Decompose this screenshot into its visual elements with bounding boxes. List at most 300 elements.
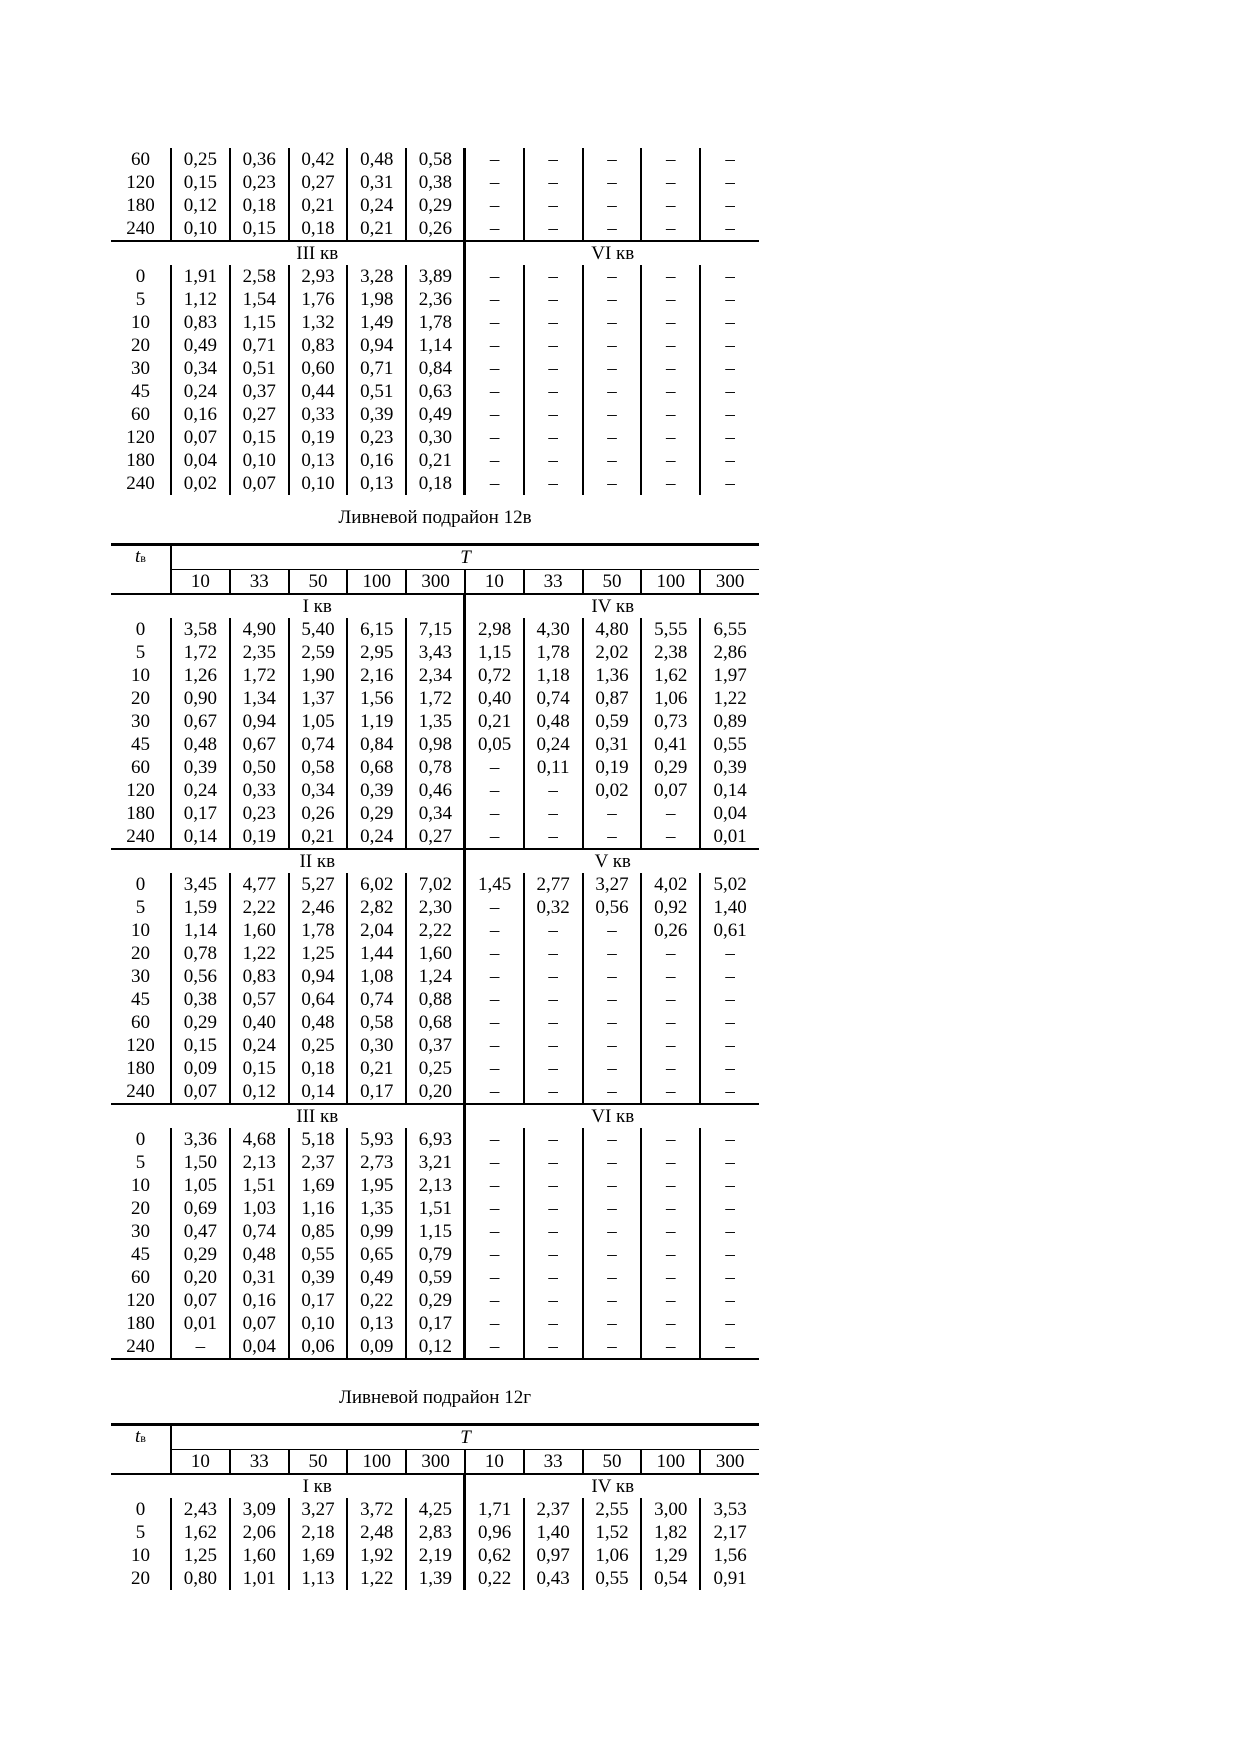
value-cell: 1,06 [641,687,700,710]
value-cell: – [641,1151,700,1174]
value-cell: 1,15 [230,311,289,334]
value-cell: 0,80 [171,1567,230,1590]
value-cell: 1,15 [465,641,524,664]
value-cell: – [465,896,524,919]
value-cell: – [524,1289,583,1312]
value-cell: 0,56 [583,896,642,919]
row-tv-cell: 0 [135,1498,146,1520]
value-cell: – [641,825,700,849]
table-row [111,825,759,849]
value-cell: 3,27 [583,873,642,896]
value-cell: 0,71 [230,334,289,357]
value-cell: 1,60 [230,919,289,942]
value-cell: 0,24 [524,733,583,756]
value-cell: – [465,1335,524,1359]
value-cell: 1,08 [347,965,406,988]
value-cell: 0,74 [524,687,583,710]
value-cell: 7,15 [406,618,465,641]
value-cell: 0,17 [406,1312,465,1335]
period-header-cell: 50 [289,1450,348,1475]
value-cell: 0,23 [230,802,289,825]
value-cell: – [465,148,524,171]
value-cell: 0,29 [641,756,700,779]
value-cell: 0,46 [406,779,465,802]
value-cell: – [465,1197,524,1220]
value-cell: 0,15 [171,1034,230,1057]
value-cell: 2,02 [583,641,642,664]
table-row [111,779,759,802]
period-header-cell: 33 [524,570,583,595]
value-cell: 0,04 [700,802,759,825]
value-cell: – [524,1080,583,1104]
value-cell: 0,29 [406,1289,465,1312]
value-cell: 5,02 [700,873,759,896]
value-cell: 4,90 [230,618,289,641]
value-cell: – [641,1220,700,1243]
table-row [111,1289,759,1312]
value-cell: – [465,1266,524,1289]
value-cell: 0,11 [524,756,583,779]
value-cell: 2,36 [406,288,465,311]
value-cell: 0,01 [171,1312,230,1335]
value-cell: 1,78 [289,919,348,942]
value-cell: 2,86 [700,641,759,664]
row-tv-cell: 10 [131,664,150,686]
table-fragment-top [111,148,759,495]
value-cell: 2,37 [289,1151,348,1174]
value-cell: 0,90 [171,687,230,710]
value-cell: – [524,1335,583,1359]
value-cell: 1,62 [641,664,700,687]
value-cell: – [641,1266,700,1289]
value-cell: 3,72 [347,1498,406,1521]
value-cell: 2,82 [347,896,406,919]
value-cell: 0,34 [171,357,230,380]
value-cell: 0,07 [171,1289,230,1312]
value-cell: 0,18 [289,1057,348,1080]
value-cell: 0,37 [230,380,289,403]
value-cell: 0,07 [641,779,700,802]
value-cell: 4,30 [524,618,583,641]
row-tv-cell: 5 [135,641,146,663]
value-cell: 0,39 [289,1266,348,1289]
row-tv-cell: 180 [126,1057,155,1079]
value-cell: 1,12 [171,288,230,311]
value-cell: – [700,1011,759,1034]
value-cell: – [700,357,759,380]
value-cell: 0,39 [700,756,759,779]
value-cell: 2,35 [230,641,289,664]
value-cell: – [524,942,583,965]
value-cell: 0,07 [230,1312,289,1335]
header-row-periods [111,1450,759,1475]
value-cell: – [465,217,524,241]
value-cell: 1,98 [347,288,406,311]
value-cell: 1,59 [171,896,230,919]
value-cell: – [465,171,524,194]
period-header-cell: 100 [347,1450,406,1475]
table-row [111,664,759,687]
value-cell: 0,26 [641,919,700,942]
value-cell: 0,73 [641,710,700,733]
table-row [111,1312,759,1335]
value-cell: 1,22 [230,942,289,965]
value-cell: 0,58 [289,756,348,779]
value-cell: 0,19 [583,756,642,779]
value-cell: 0,20 [406,1080,465,1104]
value-cell: 0,88 [406,988,465,1011]
value-cell: 1,69 [289,1174,348,1197]
quarter-label-left: I кв [171,594,465,618]
value-cell: 0,13 [347,1312,406,1335]
row-tv-cell: 120 [126,1289,155,1311]
row-tv-cell: 60 [131,148,150,170]
value-cell: 2,58 [230,265,289,288]
value-cell: – [583,171,642,194]
table-row [111,873,759,896]
value-cell: 0,27 [406,825,465,849]
value-cell: – [583,148,642,171]
value-cell: – [465,288,524,311]
quarter-header-blank [111,594,171,618]
value-cell: – [700,217,759,241]
value-cell: 0,16 [347,449,406,472]
value-cell: 1,22 [700,687,759,710]
value-cell: 3,53 [700,1498,759,1521]
period-header-cell: 50 [289,570,348,595]
value-cell: – [641,1312,700,1335]
row-tv-cell: 20 [131,1197,150,1219]
value-cell: 2,19 [406,1544,465,1567]
value-cell: – [524,194,583,217]
value-cell: 1,19 [347,710,406,733]
value-cell: 3,09 [230,1498,289,1521]
value-cell: – [583,1220,642,1243]
value-cell: – [524,919,583,942]
value-cell: 1,60 [230,1544,289,1567]
value-cell: – [700,1128,759,1151]
quarter-header-row [111,241,759,265]
tv-subscript: в [140,551,146,565]
value-cell: 1,45 [465,873,524,896]
row-tv-cell: 120 [126,1034,155,1056]
value-cell: 1,24 [406,965,465,988]
table-row [111,802,759,825]
tv-symbol: t [135,1426,141,1447]
value-cell: 0,68 [406,1011,465,1034]
value-cell: 2,48 [347,1521,406,1544]
value-cell: – [700,426,759,449]
value-cell: – [700,171,759,194]
quarter-label-right: VI кв [465,1104,759,1128]
value-cell: 1,05 [289,710,348,733]
value-cell: 0,67 [230,733,289,756]
period-header-cell: 33 [230,570,289,595]
value-cell: 2,22 [406,919,465,942]
row-tv-cell: 240 [111,825,171,849]
table-row [111,756,759,779]
row-tv-cell: 20 [131,942,150,964]
value-cell: 0,34 [289,779,348,802]
period-header-cell: 10 [171,1450,230,1475]
row-tv-cell: 0 [135,618,146,640]
value-cell: – [465,1057,524,1080]
quarter-label-right: IV кв [465,1474,759,1498]
value-cell: 0,67 [171,710,230,733]
value-cell: – [524,311,583,334]
value-cell: – [583,942,642,965]
value-cell: 0,89 [700,710,759,733]
value-cell: 2,59 [289,641,348,664]
header-row-t [111,1425,759,1450]
value-cell: 0,19 [230,825,289,849]
row-tv-cell: 0 [135,873,146,895]
value-cell: 0,24 [347,825,406,849]
value-cell: – [700,988,759,1011]
value-cell: 0,33 [289,403,348,426]
value-cell: – [641,357,700,380]
value-cell: 6,15 [347,618,406,641]
value-cell: – [524,1011,583,1034]
value-cell: 0,31 [230,1266,289,1289]
value-cell: – [583,217,642,241]
value-cell: – [700,1151,759,1174]
value-cell: – [700,1289,759,1312]
value-cell: 1,14 [406,334,465,357]
value-cell: 0,58 [406,148,465,171]
value-cell: – [524,988,583,1011]
value-cell: 0,21 [347,1057,406,1080]
value-cell: 1,05 [171,1174,230,1197]
value-cell: 1,71 [465,1498,524,1521]
value-cell: – [700,1220,759,1243]
period-header-cell: 50 [583,570,642,595]
value-cell: – [583,1266,642,1289]
value-cell: 3,21 [406,1151,465,1174]
value-cell: 0,84 [347,733,406,756]
value-cell: 0,29 [171,1011,230,1034]
value-cell: 0,04 [171,449,230,472]
quarter-header-blank [111,849,171,873]
value-cell: 2,46 [289,896,348,919]
value-cell: – [465,194,524,217]
value-cell: 0,24 [230,1034,289,1057]
period-header-cell: 10 [171,570,230,595]
value-cell: 0,12 [406,1335,465,1359]
value-cell: 2,95 [347,641,406,664]
table-row [111,733,759,756]
row-tv-cell: 45 [131,1243,150,1265]
value-cell: – [641,1011,700,1034]
value-cell: – [583,194,642,217]
value-cell: 0,40 [465,687,524,710]
row-tv-cell: 240 [111,1335,171,1359]
value-cell: 0,13 [289,449,348,472]
value-cell: 2,06 [230,1521,289,1544]
row-tv-cell: 20 [131,687,150,709]
value-cell: – [524,1057,583,1080]
value-cell: – [524,1151,583,1174]
table-row [111,449,759,472]
value-cell: 5,27 [289,873,348,896]
value-cell: 0,15 [230,426,289,449]
value-cell: – [465,1128,524,1151]
value-cell: 0,05 [465,733,524,756]
value-cell: – [641,965,700,988]
value-cell: 0,38 [171,988,230,1011]
value-cell: – [524,403,583,426]
table-row [111,171,759,194]
value-cell: 3,28 [347,265,406,288]
table-row [111,380,759,403]
row-tv-cell: 180 [126,1312,155,1334]
value-cell: 2,93 [289,265,348,288]
value-cell: 0,96 [465,1521,524,1544]
value-cell: 0,07 [171,426,230,449]
value-cell: – [524,148,583,171]
value-cell: – [583,357,642,380]
header-row-t [111,545,759,570]
value-cell: 0,21 [289,194,348,217]
value-cell: 0,61 [700,919,759,942]
value-cell: – [583,265,642,288]
table-row [111,1128,759,1151]
row-tv-cell: 240 [111,1080,171,1104]
value-cell: 0,94 [347,334,406,357]
value-cell: 0,10 [289,472,348,495]
value-cell: 1,56 [347,687,406,710]
value-cell: – [524,288,583,311]
value-cell: 2,18 [289,1521,348,1544]
value-cell: 0,10 [289,1312,348,1335]
table-row [111,896,759,919]
row-tv-cell: 60 [131,756,150,778]
value-cell: – [641,148,700,171]
value-cell: 0,39 [171,756,230,779]
quarter-header-row [111,849,759,873]
value-cell: – [465,1243,524,1266]
value-cell: 0,59 [406,1266,465,1289]
value-cell: 5,40 [289,618,348,641]
value-cell: 4,77 [230,873,289,896]
table-row [111,1567,759,1590]
table-row [111,1197,759,1220]
value-cell: 0,69 [171,1197,230,1220]
value-cell: – [583,1335,642,1359]
value-cell: 1,35 [406,710,465,733]
value-cell: – [700,403,759,426]
value-cell: 0,48 [289,1011,348,1034]
value-cell: – [641,1057,700,1080]
value-cell: 0,27 [289,171,348,194]
row-tv-cell: 20 [131,1567,150,1589]
row-tv-cell: 240 [126,472,155,494]
value-cell: 1,40 [700,896,759,919]
value-cell: – [465,802,524,825]
value-cell: 1,16 [289,1197,348,1220]
row-tv-cell: 0 [135,265,146,287]
value-cell: – [641,449,700,472]
value-cell: 1,54 [230,288,289,311]
value-cell: 0,99 [347,1220,406,1243]
value-cell: 3,43 [406,641,465,664]
value-cell: 6,93 [406,1128,465,1151]
value-cell: 5,55 [641,618,700,641]
row-tv-cell: 60 [131,403,150,425]
value-cell: 2,38 [641,641,700,664]
value-cell: – [583,472,642,495]
value-cell: 0,83 [289,334,348,357]
value-cell: 0,41 [641,733,700,756]
value-cell: 3,27 [289,1498,348,1521]
value-cell: 0,74 [230,1220,289,1243]
value-cell: – [465,988,524,1011]
value-cell: 1,15 [406,1220,465,1243]
row-tv-cell: 45 [131,988,150,1010]
value-cell: 2,37 [524,1498,583,1521]
quarter-header-row [111,594,759,618]
value-cell: 0,58 [347,1011,406,1034]
value-cell: – [700,1034,759,1057]
value-cell: 0,47 [171,1220,230,1243]
value-cell: – [524,1197,583,1220]
value-cell: 2,83 [406,1521,465,1544]
table-row [111,1080,759,1104]
value-cell: – [524,825,583,849]
value-cell: 0,10 [171,217,230,241]
value-cell: – [700,1266,759,1289]
value-cell: 0,12 [171,194,230,217]
value-cell: 0,72 [465,664,524,687]
value-cell: – [700,311,759,334]
value-cell: – [583,802,642,825]
value-cell: 0,50 [230,756,289,779]
row-tv-cell: 0 [135,1128,146,1150]
value-cell: – [524,171,583,194]
row-tv-cell: 10 [131,1544,150,1566]
value-cell: 0,57 [230,988,289,1011]
quarter-label-left: III кв [171,241,465,265]
row-tv-cell: 45 [131,733,150,755]
row-tv-cell: 10 [131,1174,150,1196]
value-cell: 4,80 [583,618,642,641]
row-tv-cell: 10 [131,919,150,941]
quarter-label-right: IV кв [465,594,759,618]
quarter-header-blank [111,241,171,265]
value-cell: – [524,1128,583,1151]
value-cell: – [641,1197,700,1220]
value-cell: – [700,472,759,495]
value-cell: 2,16 [347,664,406,687]
value-cell: 1,25 [289,942,348,965]
value-cell: 3,36 [171,1128,230,1151]
value-cell: 0,48 [347,148,406,171]
table-12g [111,1423,759,1590]
value-cell: 5,18 [289,1128,348,1151]
value-cell: – [465,965,524,988]
value-cell: 2,22 [230,896,289,919]
value-cell: – [524,357,583,380]
value-cell: 0,44 [289,380,348,403]
caption-12v: Ливневой подрайон 12в [338,507,532,528]
value-cell: – [583,288,642,311]
table-row [111,710,759,733]
tv-header [111,545,171,595]
value-cell: – [465,472,524,495]
value-cell: – [700,194,759,217]
value-cell: 0,18 [230,194,289,217]
value-cell: 0,26 [406,217,465,241]
